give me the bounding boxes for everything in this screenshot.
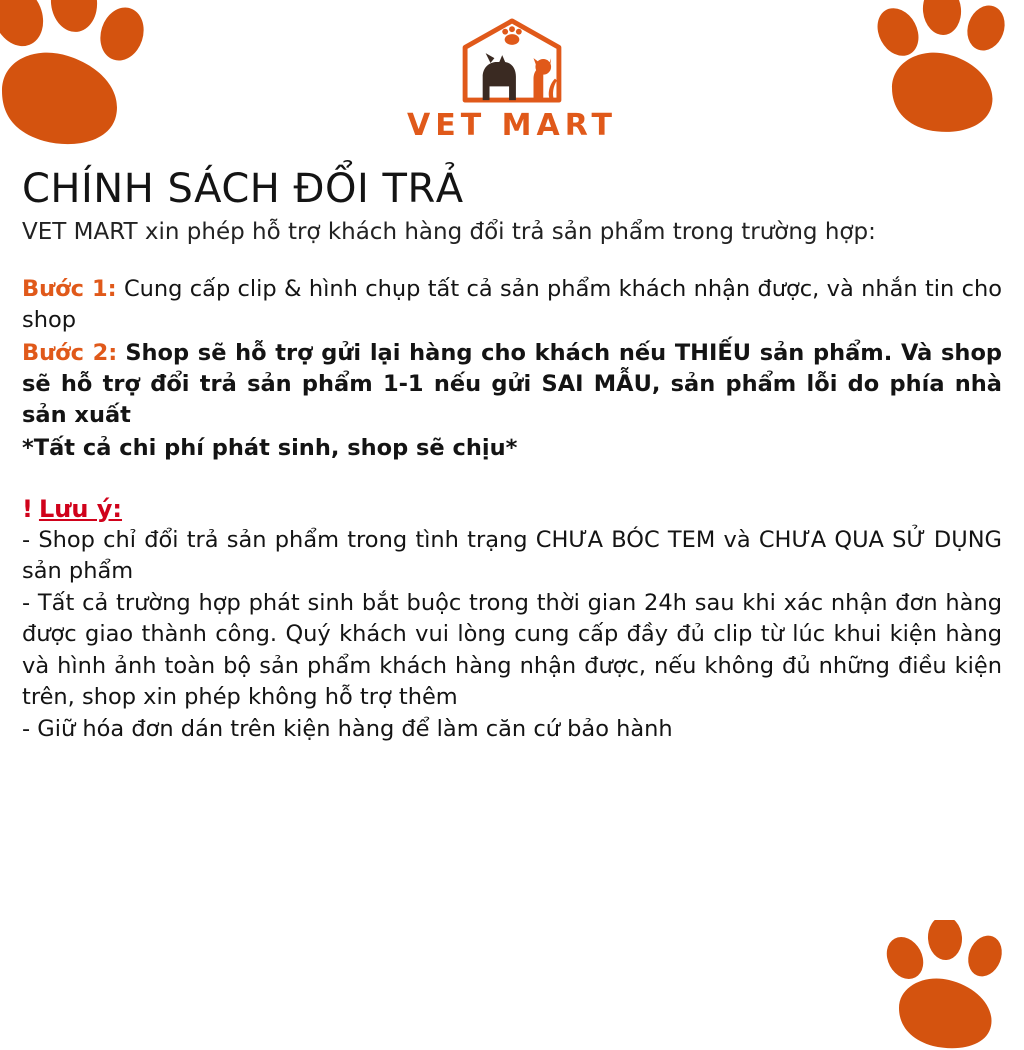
warning-heading xyxy=(22,495,1002,523)
step-1-text: Cung cấp clip & hình chụp tất cả sản phẩm khách nhận được, và nhắn tin cho shop xyxy=(22,275,1003,333)
step-2 xyxy=(22,338,1002,431)
warning-item-3: - Giữ hóa đơn dán trên kiện hàng để làm căn cứ bảo hành xyxy=(22,715,673,742)
dog-cat-house-icon xyxy=(453,18,571,104)
exclamation-icon: ! xyxy=(22,494,33,523)
paw-print-icon xyxy=(879,920,1014,1050)
step-2-text: Shop sẽ hỗ trợ gửi lại hàng cho khách nếu THIẾU sản phẩm. Và shop sẽ hỗ trợ đổi trả sản phẩm 1-1 nếu gửi SAI MẪU, sản phẩm lỗi do phía nhà sản xuất xyxy=(22,339,1003,429)
warning-item-2: - Tất cả trường hợp phát sinh bắt buộc trong thời gian 24h sau khi xác nhận đơn hàng được giao thành công. Quý khách vui lòng cung cấp đầy đủ clip từ lúc khui kiện hàng và hình ảnh toàn bộ sản phẩm khách hàng nhận được, nếu không đủ những điều kiện trên, shop xin phép không hỗ trợ thêm xyxy=(22,589,1002,711)
brand-logo xyxy=(0,18,1024,143)
cost-note: *Tất cả chi phí phát sinh, shop sẽ chịu* xyxy=(22,435,518,462)
document-subtitle: VET MART xin phép hỗ trợ khách hàng đổi trả sản phẩm trong trường hợp: xyxy=(22,219,876,245)
step-1 xyxy=(22,274,1002,336)
warning-item-1: - Shop chỉ đổi trả sản phẩm trong tình trạng CHƯA BÓC TEM và CHƯA QUA SỬ DỤNG sản phẩm xyxy=(22,526,1002,585)
page-title: CHÍNH SÁCH ĐỔI TRẢ xyxy=(22,166,464,212)
brand-name: VET MART xyxy=(407,108,617,143)
step-2-label: Bước 2: xyxy=(22,339,118,366)
policy-document xyxy=(22,166,1002,745)
step-1-label: Bước 1: xyxy=(22,275,117,302)
warning-heading-text: Lưu ý: xyxy=(38,494,123,523)
